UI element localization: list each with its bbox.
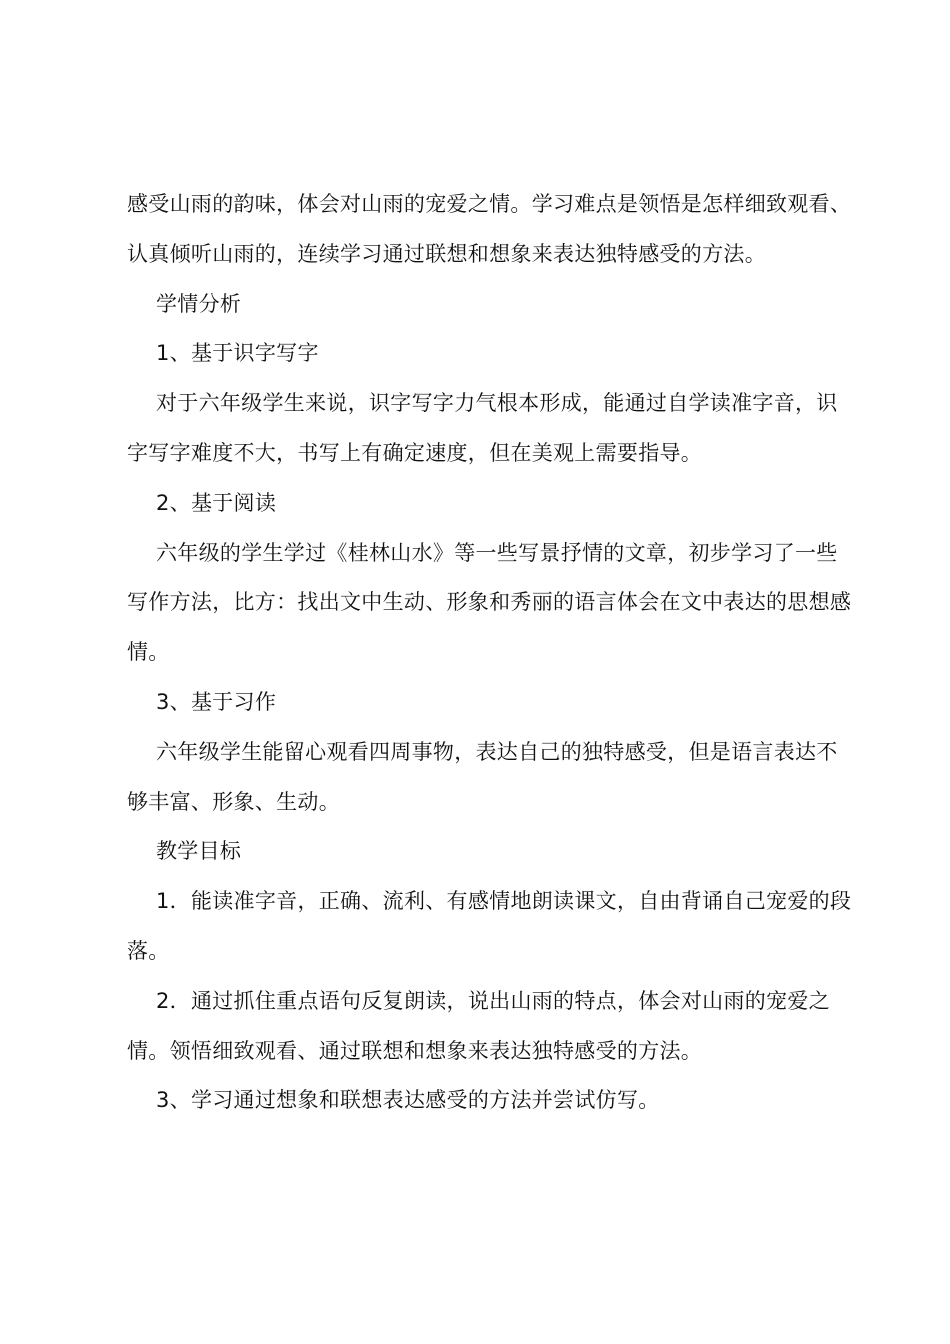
goal-item-2: 2．通过抓住重点语句反复朗读，说出山雨的特点，体会对山雨的宠爱之情。领悟细致观看、通过联想和想象来表达独特感受的方法。 [127, 988, 830, 1063]
subheading-writing: 3、基于习作 [156, 689, 277, 714]
paragraph-reading: 六年级的学生学过《桂林山水》等一些写景抒情的文章，初步学习了一些写作方法，比方：找出文中生动、形象和秀丽的语言体会在文中表达的思想感情。 [127, 540, 852, 665]
heading-teaching-goals: 教学目标 [156, 839, 242, 864]
goal-item-3: 3、学习通过想象和联想表达感受的方法并尝试仿写。 [156, 1088, 660, 1113]
subheading-literacy: 1、基于识字写字 [156, 341, 319, 366]
subheading-reading: 2、基于阅读 [156, 490, 277, 515]
paragraph-difficulty: 感受山雨的韵味，体会对山雨的宠爱之情。学习难点是领悟是怎样细致观看、认真倾听山雨的，连续学习通过联想和想象来表达独特感受的方法。 [127, 192, 852, 266]
document-body [127, 180, 857, 1126]
paragraph-writing: 六年级学生能留心观看四周事物，表达自己的独特感受，但是语言表达不够丰富、形象、生动。 [127, 739, 838, 814]
goal-item-1: 1．能读准字音，正确、流利、有感情地朗读课文，自由背诵自己宠爱的段落。 [127, 889, 852, 963]
heading-student-analysis: 学情分析 [156, 291, 242, 316]
paragraph-literacy: 对于六年级学生来说，识字写字力气根本形成，能通过自学读准字音，识字写字难度不大，书写上有确定速度，但在美观上需要指导。 [127, 391, 838, 465]
